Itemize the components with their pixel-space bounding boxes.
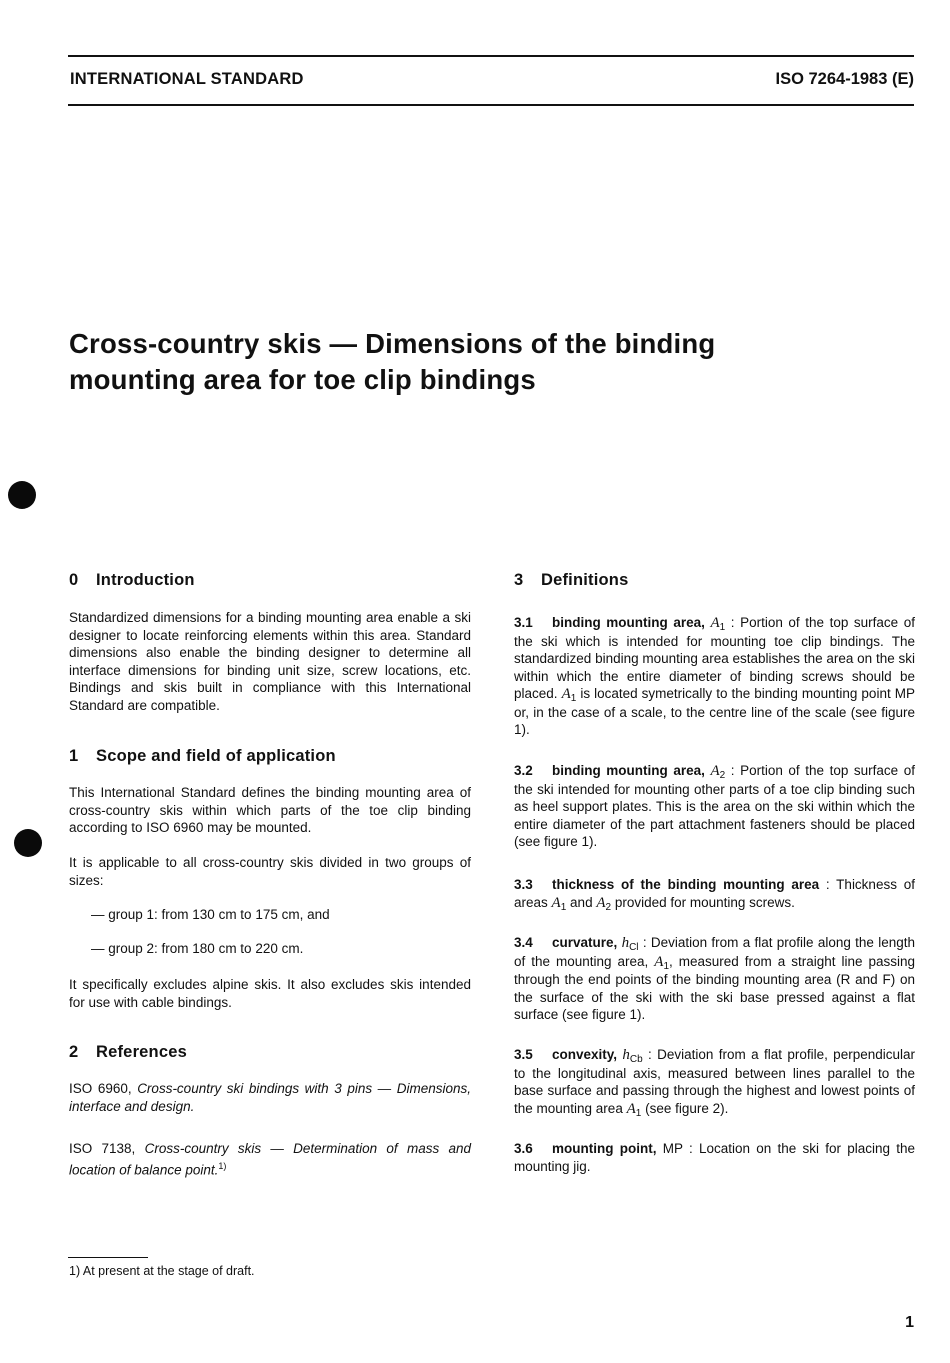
section-0-body: Standardized dimensions for a binding mounting area enable a ski designer to locate reinforcing elements within this area. Standard dimensions also enable the binding designer to determine all interface dimensions for binding unit size, screw locations, etc. Bindings and skis built in compliance with this International Standard are compatible. [69, 610, 471, 713]
punch-hole-dot [8, 481, 36, 509]
definition-3-1: 3.1 binding mounting area, $A_1$ : Portion of the top surface of the ski which is intended for mounting toe clip bindings. The standardized binding mounting area establishes the area on the ski within which the entire diameter of binding screws should be placed. $A_1$ is located symetrically to the binding mounting point MP or, in the case of a scale, to the centre line of the scale (see figure 1). [514, 615, 915, 737]
footnote-marker: 1) [218, 1160, 227, 1171]
definition-3-3: 3.3 thickness of the binding mounting area : Thickness of areas $A_1$ and $A_2$ provided for mounting screws. [514, 877, 915, 913]
title-line-2: mounting area for toe clip bindings [69, 364, 536, 395]
definition-3-5: 3.5 convexity, $h_{Cb}$ : Deviation from a flat profile, perpendicular to the longitudinal axis, measured between lines parallel to the base surface and passing through the highest and lowest points of the mounting area $A_1$ (see figure 2). [514, 1047, 915, 1119]
reference-iso-6960: ISO 6960, Cross-country ski bindings with 3 pins — Dimensions, interface and design. [69, 1081, 471, 1114]
section-0-heading: 0 Introduction [69, 571, 195, 589]
section-1-paragraph-3: It specifically excludes alpine skis. It also excludes skis intended for use with cable bindings. [69, 977, 471, 1010]
footnote: 1) At present at the stage of draft. [69, 1264, 255, 1278]
page-number: 1 [905, 1314, 914, 1331]
section-1-paragraph-1: This International Standard defines the binding mounting area of cross-country skis within which parts of the toe clip binding according to ISO 6960 may be mounted. [69, 785, 471, 835]
header-top-rule [68, 55, 914, 57]
punch-hole-dot [14, 829, 42, 857]
footnote-rule [68, 1257, 148, 1258]
header-document-number: ISO 7264-1983 (E) [775, 70, 914, 88]
header-standard-label: INTERNATIONAL STANDARD [70, 70, 304, 88]
header-bottom-rule [68, 104, 914, 106]
definition-3-4: 3.4 curvature, $h_{Cl}$ : Deviation from a flat profile along the length of the mounting area, $A_1$, measured from a straight line passing through the end points of the binding mounting area (R and F) on the surface of the ski with the ski base pressed against a flat surface (see figure 1). [514, 935, 915, 1022]
size-group-1-item: — group 1: from 130 cm to 175 cm, and [91, 907, 330, 922]
size-group-2-item: — group 2: from 180 cm to 220 cm. [91, 941, 304, 956]
definition-3-6: 3.6 mounting point, MP : Location on the ski for placing the mounting jig. [514, 1141, 916, 1174]
title-line-1: Cross-country skis — Dimensions of the binding [69, 328, 716, 359]
section-1-paragraph-2: It is applicable to all cross-country skis divided in two groups of sizes: [69, 855, 471, 888]
document-title [69, 326, 889, 398]
definition-3-2: 3.2 binding mounting area, $A_2$ : Portion of the top surface of the ski intended for mounting other parts of a toe clip binding such as heel support plates. This is the area on the ski within which the entire diameter of the part attachment fasteners should be placed (see figure 1). [514, 763, 915, 849]
section-1-heading: 1 Scope and field of application [69, 747, 336, 765]
reference-iso-7138: ISO 7138, Cross-country skis — Determination of mass and location of balance point.$^{1)}$ [69, 1141, 471, 1177]
section-2-heading: 2 References [69, 1043, 187, 1061]
section-3-heading: 3 Definitions [514, 571, 629, 589]
